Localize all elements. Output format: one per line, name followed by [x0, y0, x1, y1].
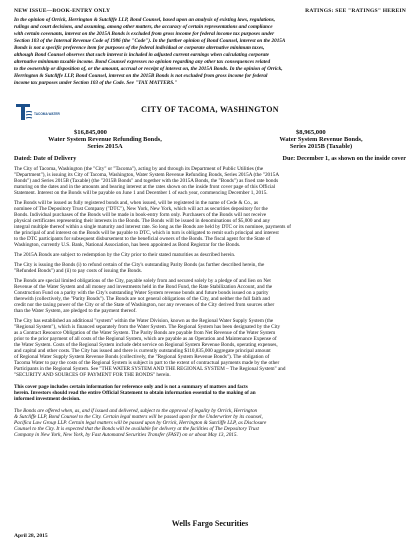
offering-line: & Sutcliffe LLP, Bond Counsel to the City. Certain legal matters will be passed upon for the Underwriter by its counsel,	[14, 414, 263, 420]
opinion-line: In the opinion of Orrick, Herrington & Sutcliffe LLP, Bond Counsel, based upon an analysis of existing laws, regulations,	[14, 17, 276, 23]
opinion-line: alternative minimum taxable income. Bond Counsel expresses no opinion regarding any other tax consequences related	[14, 59, 271, 65]
body-line: of Regional Water Supply System Revenue Bonds (collectively, the "Regional System Revenue Bonds"). The obligation of	[14, 354, 270, 360]
body-line: The Bonds will be issued as fully registered bonds and, when issued, will be registered in the name of Cede & Co., as	[14, 200, 259, 206]
series-a-title-line: Water System Revenue Refunding Bonds,	[48, 136, 162, 143]
opinion-line: to the ownership or disposition of, or the amount, accrual or receipt of interest on, the 2015A Bonds. In the opinion of Orrick,	[14, 66, 283, 72]
series-b-amount: $8,965,000	[296, 129, 326, 136]
body-line: The City has established an additional "system" within the Water Division, known as the Regional Water Supply System (the	[14, 318, 274, 324]
footer-date: April 28, 2015	[14, 533, 48, 539]
body-line: "Department"), is issuing its City of Tacoma, Washington, Water System Revenue Refunding Bonds, Series 2015A (the "2015A	[14, 172, 280, 178]
body-line: The City is issuing the Bonds (i) to refund certain of the City's outstanding Parity Bonds (as further described herein, the	[14, 262, 265, 268]
body-line: physical certificates representing their interests in the Bonds. The Bonds will be issued in denominations of $5,000 and any	[14, 218, 271, 224]
opinion-line: with certain covenants, interest on the 2015A Bonds is excluded from gross income for federal income tax purposes under	[14, 31, 275, 37]
offering-line: The Bonds are offered when, as, and if issued and delivered, subject to the approval of legality by Orrick, Herrington	[14, 408, 258, 414]
body-line: Washington, currently U.S. Bank, National Association, has been appointed as Bond Registrar for the Bonds.	[14, 242, 241, 248]
body-line: integral multiple thereof within a single maturity and interest rate. So long as the Bonds are held by DTC or its nominee, payments of	[14, 224, 292, 230]
body-line: "Refunded Bonds") and (ii) to pay costs of issuing the Bonds.	[14, 268, 143, 274]
body-line: than the Water System, are pledged to the payment thereof.	[14, 308, 137, 314]
body-line: the Water System. Costs of the Regional System include debt service on Regional System Revenue Bonds, operating expenses,	[14, 342, 278, 348]
opinion-line: Section 103 of the Internal Revenue Code of 1986 (the "Code"). In the further opinion of Bond Counsel, interest on the 2015A	[14, 38, 286, 44]
due-label: Due: December 1, as shown on the inside cover	[282, 155, 406, 162]
series-b-title	[246, 136, 396, 150]
series-b-title-line: Water System Revenue Bonds,	[279, 136, 363, 143]
body-line: therewith (collectively, the "Parity Bonds"). The Bonds are not general obligations of the City, and neither the full faith and	[14, 296, 270, 302]
body-line: Statement. Interest on the Bonds will be payable on June 1 and December 1 of each year, commencing December 1, 2015.	[14, 190, 268, 196]
opinion-line: rulings and court decisions, and assuming, among other matters, the accuracy of certain representations and compliance	[14, 24, 273, 30]
body-line: Revenue of the Water System and all money and investments held in the Bond Fund, the Rate Stabilization Account, and the	[14, 284, 273, 290]
opinion-line: Herrington & Sutcliffe LLP, Bond Counsel, interest on the 2015B Bonds is not excluded from gross income for federal	[14, 73, 268, 79]
notice-line: herein. Investors should read the entire Official Statement to obtain information essential to the making of an	[14, 390, 256, 396]
ratings-label: RATINGS: SEE "RATINGS" HEREIN	[305, 8, 406, 14]
body-line: maturing on the dates and in the amounts and bearing interest at the rates shown on the inside front cover page of this Official	[14, 184, 276, 190]
offering-line: Pacifica Law Group LLP. Certain legal matters will be passed upon by Orrick, Herrington & Sutcliffe LLP, as Disclosure	[14, 420, 267, 426]
series-a-title	[30, 136, 180, 150]
body-line: Bonds") and Series 2015B (Taxable) (the "2015B Bonds" and together with the 2015A Bonds, the "Bonds") as fixed rate bonds	[14, 178, 279, 184]
opinion-line: although Bond Counsel observes that such interest is included in adjusted current earnings when calculating corporate	[14, 52, 269, 58]
notice-line: informed investment decision.	[14, 396, 81, 402]
body-line: to the DTC participants for subsequent disbursement to the beneficial owners of the Bonds. The fiscal agent for the State of	[14, 236, 271, 242]
body-line: and capital and other costs. The City has issued and there is currently outstanding $110,835,000 aggregate principal amount	[14, 348, 271, 354]
body-line: Bonds. Individual purchases of the Bonds will be made in book-entry form only. Purchasers of the Bonds will not receive	[14, 212, 267, 218]
body-line: The Bonds are special limited obligations of the City, payable solely from and secured solely by a pledge of and lien on Net	[14, 278, 271, 284]
series-a-title-line: Series 2015A	[87, 143, 123, 150]
series-b-title-line: Series 2015B (Taxable)	[289, 143, 353, 150]
notice-line: This cover page includes certain information for reference only and is not a summary of matters and facts	[14, 384, 248, 390]
dated-label: Dated: Date of Delivery	[14, 155, 77, 162]
offering-line: Counsel to the City. It is expected that the Bonds will be available for delivery at the facilities of The Depository Trust	[14, 426, 259, 432]
opinion-line: Bonds is not a specific preference item for purposes of the federal individual or corporate alternative minimum taxes,	[14, 45, 265, 51]
body-line: Participants in the Regional System. See "THE WATER SYSTEM AND THE REGIONAL SYSTEM – The Regional System" and	[14, 366, 286, 372]
logo-caption: TACOMA WATER	[34, 112, 60, 116]
body-line: The 2015A Bonds are subject to redemption by the City prior to their stated maturities as described herein.	[14, 252, 236, 258]
new-issue-label: NEW ISSUE—BOOK-ENTRY ONLY	[14, 8, 111, 14]
issuer-title: CITY OF TACOMA, WASHINGTON	[141, 105, 279, 114]
body-line: "SECURITY AND SOURCES OF PAYMENT FOR THE BONDS" herein.	[14, 372, 171, 378]
body-line: as a Contract Resource Obligation of the Water System. The Parity Bonds are payable from Net Revenue of the Water System	[14, 330, 276, 336]
body-line: the principal of and interest on the Bonds will be payable to DTC, which in turn is obligated to remit such principal and interest	[14, 230, 279, 236]
opinion-line: income tax purposes under Section 103 of the Code. See "TAX MATTERS."	[14, 80, 178, 86]
body-line: nominee of The Depository Trust Company ("DTC"), New York, New York, which will act as securities depository for the	[14, 206, 268, 212]
body-line: Construction Fund on a parity with the City's outstanding Water System revenue bonds and future bonds issued on a parity	[14, 290, 269, 296]
series-a-amount: $16,845,000	[74, 129, 107, 136]
body-line: prior to the prior payment of all costs of the Regional System, which are payable as an Operation and Maintenance Expense of	[14, 336, 277, 342]
underwriter-name: Wells Fargo Securities	[171, 519, 249, 528]
body-line: The City of Tacoma, Washington (the "City" or "Tacoma"), acting by and through its Department of Public Utilities (the	[14, 166, 264, 172]
body-line: Tacoma Water to pay the costs of the Regional System is subject in part to the extent of contractual payments made by the other	[14, 360, 280, 366]
body-line: credit nor the taxing power of the City or of the State of Washington, nor any revenues of the City derived from sources other	[14, 302, 275, 308]
offering-line: Company in New York, New York, by Fast Automated Securities Transfer (FAST) on or about May 13, 2015.	[14, 432, 238, 438]
body-line: "Regional System"), which is financed separately from the Water System. The Regional System has been designated by the City	[14, 324, 281, 330]
